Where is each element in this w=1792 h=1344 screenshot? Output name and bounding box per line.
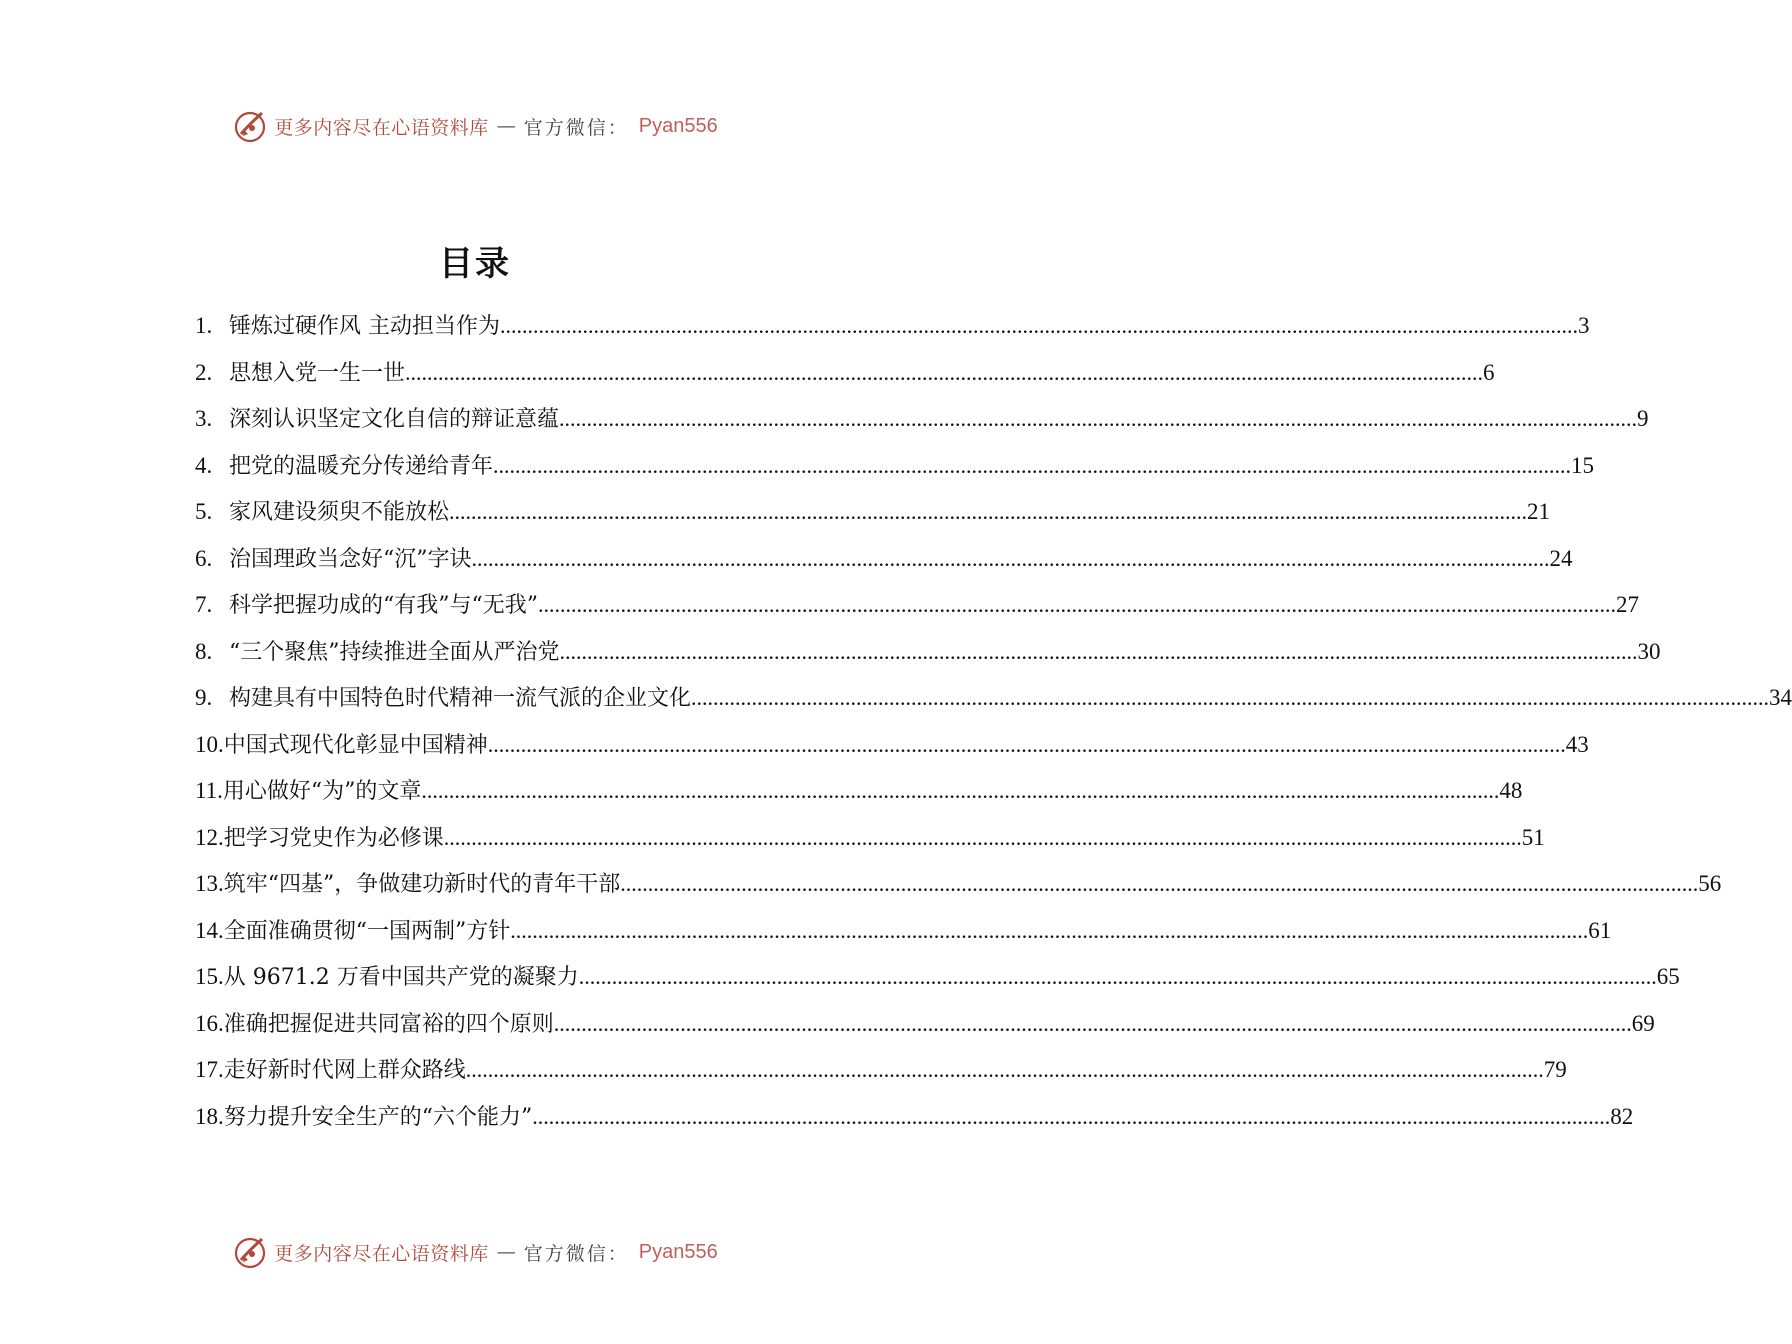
toc-entry-page-number: 21: [1527, 499, 1551, 524]
toc-entry-leader-dots: [472, 539, 1550, 579]
banner-official-label: 官方微信：: [523, 116, 629, 139]
toc-entry[interactable]: [195, 1004, 1655, 1051]
toc-entry-title: 中国式现代化彰显中国精神: [223, 732, 488, 758]
toc-entry[interactable]: [195, 725, 1589, 772]
toc-entry-page-number: 61: [1588, 917, 1612, 943]
toc-entry-number: 16.: [195, 1010, 224, 1036]
toc-entry[interactable]: [195, 306, 1590, 353]
toc-entry-number: 18.: [195, 1103, 224, 1129]
toc-entry[interactable]: [195, 1097, 1634, 1144]
banner-wechat-id: Pyan556: [638, 1240, 718, 1263]
toc-entry-number: 6.: [195, 545, 213, 571]
toc-entry-title: 全面准确贯彻“一国两制”方针: [223, 918, 511, 944]
banner-dash: —: [496, 1241, 516, 1263]
toc-entry[interactable]: [195, 678, 1792, 725]
toc-entry-page-number: 65: [1656, 964, 1680, 989]
toc-entry-leader-dots: [532, 1097, 1610, 1137]
toc-entry-title: 家风建设须臾不能放松: [229, 500, 450, 525]
toc-entry[interactable]: [195, 585, 1639, 632]
banner-official-label: 官方微信：: [523, 1242, 629, 1265]
toc-entry[interactable]: [195, 399, 1649, 446]
toc-entry-leader-dots: [691, 678, 1769, 718]
toc-entry[interactable]: [195, 911, 1612, 958]
toc-entry-leader-dots: [405, 353, 1483, 393]
toc-entry-leader-dots: [493, 446, 1571, 486]
toc-entry-number: 9.: [195, 685, 213, 710]
footer-banner: [0, 1232, 950, 1272]
toc-entry[interactable]: [195, 632, 1661, 679]
toc-entry-number: 8.: [195, 638, 213, 664]
toc-entry-title: “三个聚焦”持续推进全面从严治党: [229, 639, 560, 665]
toc-entry-number: 1.: [195, 313, 213, 338]
toc-entry-title: 努力提升安全生产的“六个能力”: [223, 1104, 533, 1130]
pen-logo-icon: [232, 1234, 268, 1270]
banner-wechat-id: Pyan556: [638, 114, 718, 137]
toc-entry-leader-dots: [488, 725, 1566, 765]
toc-entry-leader-dots: [466, 1050, 1544, 1090]
header-banner: [0, 106, 950, 146]
toc-entry-number: 14.: [195, 917, 224, 943]
toc-entry-page-number: 48: [1499, 778, 1523, 803]
toc-entry-title: 治国理政当念好“沉”字诀: [229, 546, 472, 572]
toc-entry-leader-dots: [559, 399, 1637, 439]
toc-entry-page-number: 69: [1631, 1010, 1655, 1036]
toc-entry[interactable]: [195, 818, 1545, 865]
toc-entry-title: 思想入党一生一世: [229, 360, 406, 386]
page-title: 目录: [439, 244, 511, 284]
toc-entry[interactable]: [195, 957, 1680, 1004]
toc-entry-title: 锤炼过硬作风 主动担当作为: [229, 314, 500, 339]
banner-dash: —: [496, 115, 516, 137]
toc-entry-number: 13.: [195, 871, 224, 896]
banner-text: 更多内容尽在心语资料库: [274, 116, 489, 139]
toc-entry-leader-dots: [579, 957, 1657, 997]
toc-entry-leader-dots: [510, 911, 1588, 951]
toc-entry-title: 科学把握功成的“有我”与“无我”: [229, 593, 538, 618]
toc-entry-page-number: 43: [1565, 731, 1589, 757]
toc-entry[interactable]: [195, 446, 1595, 493]
toc-entry[interactable]: [195, 864, 1722, 911]
toc-entry-page-number: 27: [1616, 592, 1639, 617]
toc-entry-page-number: 51: [1521, 824, 1545, 850]
toc-entry[interactable]: [195, 771, 1523, 818]
toc-entry-title: 构建具有中国特色时代精神一流气派的企业文化: [229, 686, 692, 711]
toc-entry-page-number: 6: [1483, 359, 1495, 385]
pen-logo-icon: [232, 108, 268, 144]
toc-entry-page-number: 3: [1578, 313, 1590, 338]
toc-entry-leader-dots: [538, 585, 1616, 625]
toc-entry-page-number: 30: [1637, 638, 1661, 664]
toc-entry-number: 3.: [195, 406, 213, 431]
toc-entry-leader-dots: [444, 818, 1522, 858]
toc-entry-leader-dots: [560, 632, 1638, 672]
toc-entry[interactable]: [195, 353, 1495, 400]
toc-entry-title: 把党的温暖充分传递给青年: [229, 453, 494, 479]
toc-entry-page-number: 82: [1610, 1103, 1634, 1129]
toc-entry-title: 用心做好“为”的文章: [222, 779, 422, 804]
toc-entry-leader-dots: [500, 306, 1578, 346]
toc-entry-page-number: 79: [1543, 1057, 1567, 1082]
toc-entry-number: 15.: [195, 964, 224, 989]
toc-entry-page-number: 56: [1698, 871, 1722, 896]
toc-entry-number: 5.: [195, 499, 213, 524]
toc-entry[interactable]: [195, 539, 1573, 586]
toc-entry-number: 7.: [195, 592, 213, 617]
toc-entry-leader-dots: [620, 864, 1698, 904]
toc-entry-title: 准确把握促进共同富裕的四个原则: [223, 1011, 554, 1037]
toc-entry-title: 走好新时代网上群众路线: [223, 1058, 466, 1083]
toc-entry-leader-dots: [449, 492, 1527, 532]
toc-entry-number: 4.: [195, 452, 213, 478]
toc-entry[interactable]: [195, 492, 1551, 539]
toc-entry-number: 11.: [195, 778, 223, 803]
toc-entry-number: 17.: [195, 1057, 224, 1082]
toc-entry-page-number: 15: [1571, 452, 1595, 478]
toc-entry-page-number: 34: [1769, 685, 1792, 710]
toc-entry-title: 把学习党史作为必修课: [223, 825, 444, 851]
toc-entry-number: 12.: [195, 824, 224, 850]
toc-entry-title: 从 9671.2 万看中国共产党的凝聚力: [223, 965, 579, 990]
table-of-contents: [195, 306, 1792, 1143]
toc-entry-page-number: 24: [1549, 545, 1573, 571]
toc-entry-title: 筑牢“四基”，争做建功新时代的青年干部: [223, 872, 621, 897]
toc-entry-page-number: 9: [1637, 406, 1649, 431]
toc-entry[interactable]: [195, 1050, 1567, 1097]
banner-text: 更多内容尽在心语资料库: [274, 1242, 489, 1265]
toc-entry-leader-dots: [421, 771, 1499, 811]
toc-entry-leader-dots: [554, 1004, 1632, 1044]
toc-entry-title: 深刻认识坚定文化自信的辩证意蕴: [229, 407, 560, 432]
toc-entry-number: 2.: [195, 359, 213, 385]
toc-entry-number: 10.: [195, 731, 224, 757]
